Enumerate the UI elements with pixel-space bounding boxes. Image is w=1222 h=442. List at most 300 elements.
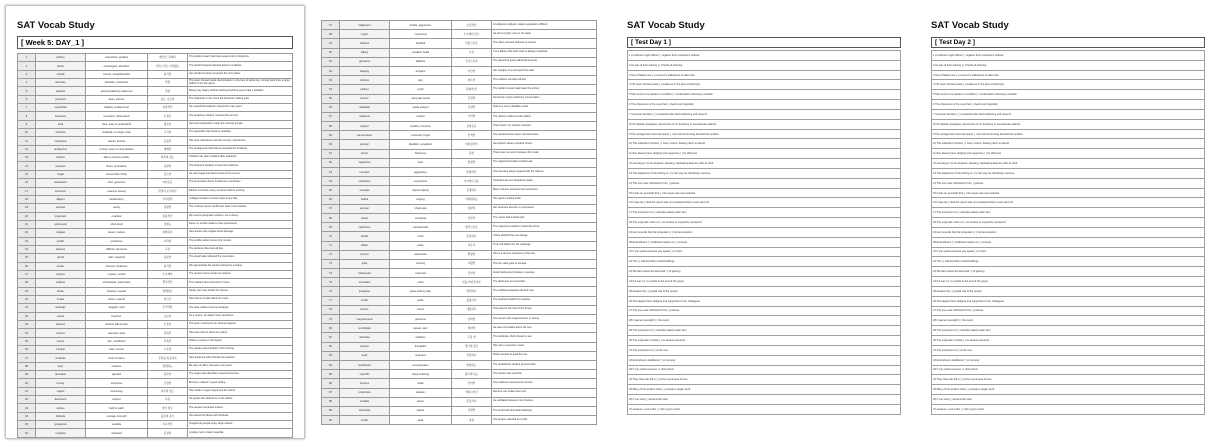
korean-meaning: 피상적인 — [148, 104, 188, 112]
row-number: 1 — [18, 54, 36, 62]
vocab-word: ubiquitous — [340, 177, 390, 186]
vocab-word: obstinate — [340, 333, 390, 342]
vocab-word: wistful — [340, 195, 390, 204]
korean-meaning: 기발한 — [452, 406, 492, 415]
table-row — [18, 279, 293, 287]
vocab-word: lucid — [36, 120, 86, 128]
test-question-row — [628, 139, 901, 149]
test-question-row — [628, 286, 901, 296]
table-row — [322, 94, 597, 103]
table-row — [322, 223, 597, 232]
vocab-word: brevity — [36, 379, 86, 387]
test-question-row — [932, 277, 1205, 287]
definition: generous — [390, 315, 452, 324]
vocab-word: quell — [340, 351, 390, 360]
row-number: 29 — [18, 287, 36, 295]
row-number: 27 — [18, 270, 36, 278]
table-row — [18, 179, 293, 187]
example-sentence: They lived in an opulent mansion. — [492, 122, 597, 131]
korean-meaning: 웅변의 — [148, 162, 188, 170]
row-number: 66 — [322, 195, 340, 204]
document-title: SAT Vocab Study — [627, 20, 705, 31]
table-row — [322, 48, 597, 57]
table-row — [322, 122, 597, 131]
definition: casual, calm — [390, 324, 452, 333]
vocab-word: abundant — [36, 371, 86, 379]
row-number: 87 — [322, 388, 340, 397]
test-question: 23 We will receive the Illuminati ( ) of gaming — [932, 267, 1205, 277]
row-number: 36 — [18, 346, 36, 354]
table-row — [18, 262, 293, 270]
table-row — [18, 354, 293, 362]
korean-meaning: 차분한 — [148, 254, 188, 262]
table-row — [18, 212, 293, 220]
row-number: 20 — [18, 212, 36, 220]
test-question: 11 She always been obliging and supportive ( ) its offensive — [932, 149, 1205, 159]
table-row — [322, 379, 597, 388]
table-row — [18, 287, 293, 295]
example-sentence: Fame on social media is often ephemeral. — [188, 220, 293, 228]
vocab-word: frugal — [36, 170, 86, 178]
row-number: 41 — [18, 387, 36, 395]
vocab-word: scrutinize — [36, 187, 86, 195]
vocab-word: innate — [36, 295, 86, 303]
test-question-row — [628, 365, 901, 375]
definition: fluent, persuasive — [86, 162, 148, 170]
example-sentence: The movie had a banal plot. — [492, 213, 597, 222]
test-question-row — [932, 227, 1205, 237]
test-question: 3 Use of fabian use ( ) a person's willingness to take risks — [932, 70, 1205, 80]
test-question-row — [628, 100, 901, 110]
korean-meaning: 장황한 — [148, 204, 188, 212]
korean-meaning: 경계하는 — [148, 362, 188, 370]
definition: calm, serene — [86, 346, 148, 354]
table-row — [18, 321, 293, 329]
row-number: 76 — [322, 287, 340, 296]
korean-meaning: 공정한 — [148, 429, 188, 437]
korean-meaning: 존중 — [148, 396, 188, 404]
row-number: 22 — [18, 229, 36, 237]
test-question-row — [932, 178, 1205, 188]
example-sentence: The eloquent speaker moved the audience. — [188, 162, 293, 170]
test-question: 26 She always been obliging and supportive to her colleagues — [932, 296, 1205, 306]
row-number: 26 — [18, 262, 36, 270]
korean-meaning: 변덕스러운 — [452, 223, 492, 232]
korean-meaning: 지우다 — [452, 241, 492, 250]
korean-meaning: 수수께끼 같은 — [452, 30, 492, 39]
row-number: 82 — [322, 342, 340, 351]
vocab-word: hackneyed — [340, 269, 390, 278]
test-question: 2 As part of their training ( ) inherits of learning — [932, 60, 1205, 70]
test-question: 22 The ( ) cultural shift in local buildings — [628, 257, 901, 267]
row-number: 17 — [18, 187, 36, 195]
vocab-word: capricious — [340, 223, 390, 232]
definition: erase — [390, 241, 452, 250]
row-number: 31 — [18, 304, 36, 312]
vocab-word: zenith — [340, 416, 390, 425]
row-number: 19 — [18, 204, 36, 212]
test-question: 6 The characters in the novel felt ( ) depth and originality — [932, 100, 1205, 110]
korean-meaning: 인습 타파주의자 — [452, 278, 492, 287]
definition: waver — [390, 397, 452, 406]
korean-meaning: 생각에 잠긴 — [452, 342, 492, 351]
definition: arrogant — [390, 66, 452, 75]
row-number: 57 — [322, 112, 340, 121]
table-row — [322, 388, 597, 397]
example-sentence: She kept meticulous records of every experiment. — [188, 137, 293, 145]
table-row — [322, 259, 597, 268]
example-sentence: The claim seemed dubious to experts. — [492, 39, 597, 48]
definition: mistaken belief — [390, 48, 452, 57]
korean-meaning: 부족한 — [148, 337, 188, 345]
example-sentence: She gave a wistful smile. — [492, 195, 597, 204]
test-question: 29 The proportion of ( ) carefully selects each item — [932, 326, 1205, 336]
korean-meaning: 사치스러운, 아낌없는 — [148, 62, 188, 70]
vocab-word: nefarious — [340, 112, 390, 121]
test-question: 5 She tends to be passive in conflicts ( ) confrontation whenever possible — [628, 90, 901, 100]
definition: wicked — [390, 112, 452, 121]
row-number: 15 — [18, 170, 36, 178]
test-question-row — [932, 208, 1205, 218]
test-question-row — [628, 257, 901, 267]
example-sentence: He left a cryptic note on the desk. — [492, 30, 597, 39]
table-row — [322, 112, 597, 121]
table-row — [18, 154, 293, 162]
definition: mystery, puzzle — [86, 270, 148, 278]
korean-meaning: 깊은, 심오한 — [148, 95, 188, 103]
definition: aggressive — [390, 168, 452, 177]
korean-meaning: 역설 — [148, 87, 188, 95]
korean-meaning: 애매한 — [148, 145, 188, 153]
vocab-word: vindicate — [36, 354, 86, 362]
row-number: 32 — [18, 312, 36, 320]
definition: lessen, reduce — [86, 229, 148, 237]
table-row — [18, 421, 293, 429]
vocab-word: efface — [340, 241, 390, 250]
row-number: 55 — [322, 94, 340, 103]
table-row — [18, 104, 293, 112]
definition: talkative — [390, 57, 452, 66]
korean-meaning: 자비로운 — [148, 179, 188, 187]
row-number: 47 — [322, 21, 340, 30]
row-number: 39 — [18, 371, 36, 379]
korean-meaning: 덧없는 — [148, 220, 188, 228]
example-sentence: Her business acumen is impressive. — [492, 204, 597, 213]
vocab-word: reticent — [36, 329, 86, 337]
test-question-row — [932, 218, 1205, 228]
definition: mysterious — [390, 30, 452, 39]
korean-meaning: 비현실적인 — [452, 140, 492, 149]
example-sentence: His laconic reply ended the conversation. — [492, 94, 597, 103]
definition: untouched, spotless — [86, 54, 148, 62]
definition: reserved, quiet — [86, 329, 148, 337]
example-sentence: He vacillated between two choices. — [492, 397, 597, 406]
document-title: SAT Vocab Study — [931, 20, 1009, 31]
test-question: 32 Embodiment traditional ( ) of concept — [628, 355, 901, 365]
korean-meaning: 풍부한 — [148, 371, 188, 379]
test-question-row — [932, 375, 1205, 385]
test-question: 12 Her lawyer, for its eloquent, pleasing, captivating listeners with its vivid — [932, 159, 1205, 169]
row-number: 18 — [18, 195, 36, 203]
test-question: 27 The prey was criticized for his ( ) policies — [932, 306, 1205, 316]
definition: playful — [390, 406, 452, 415]
table-row — [322, 30, 597, 39]
vocab-word: tenacious — [36, 112, 86, 120]
example-sentence: There was no rancor between the rivals. — [492, 149, 597, 158]
test-question-row — [932, 286, 1205, 296]
korean-meaning: 솔직함 — [148, 262, 188, 270]
table-row — [322, 406, 597, 415]
example-sentence: The book had whimsical drawings. — [492, 406, 597, 415]
korean-meaning: 고집 센 — [452, 333, 492, 342]
row-number: 80 — [322, 324, 340, 333]
row-number: 52 — [322, 66, 340, 75]
vocab-word: verbose — [36, 204, 86, 212]
vocab-word: malleable — [340, 103, 390, 112]
row-number: 5 — [18, 87, 36, 95]
example-sentence: The truculent player argued with the referee. — [492, 168, 597, 177]
test-question-row — [628, 51, 901, 61]
table-row — [18, 379, 293, 387]
korean-meaning: 태연한 — [452, 324, 492, 333]
example-sentence: They lament the loss of the forest. — [492, 305, 597, 314]
table-row — [18, 270, 293, 278]
table-row — [322, 232, 597, 241]
vocab-word: lavish — [36, 62, 86, 70]
row-number: 86 — [322, 379, 340, 388]
korean-meaning: 약화시키다 — [452, 388, 492, 397]
definition: weaken — [390, 388, 452, 397]
test-question-row — [628, 316, 901, 326]
test-question-row — [628, 80, 901, 90]
vocab-word: tranquil — [36, 346, 86, 354]
table-row — [18, 187, 293, 195]
definition: courage, strength — [86, 412, 148, 420]
definition: rebel — [390, 278, 452, 287]
korean-meaning: 교활함 — [452, 259, 492, 268]
definition: examine closely — [86, 187, 148, 195]
test-question-row — [628, 345, 901, 355]
table-row — [322, 186, 597, 195]
korean-meaning: 실용적인 — [148, 212, 188, 220]
test-question: 25 Despite the ( ) pivotal role of the project — [932, 286, 1205, 296]
vocab-table-page2 — [321, 20, 597, 425]
test-question-row — [932, 129, 1205, 139]
table-row — [18, 237, 293, 245]
example-sentence: The obstinate child refused to eat. — [492, 333, 597, 342]
definition: self-contradictory statement — [86, 87, 148, 95]
test-question-row — [628, 168, 901, 178]
example-sentence: Her candid remarks surprised the committee. — [188, 70, 293, 78]
test-question-row — [932, 60, 1205, 70]
test-question-row — [628, 277, 901, 287]
table-row — [322, 204, 597, 213]
korean-meaning: 모호한 — [148, 321, 188, 329]
vocab-word: zealous — [36, 279, 86, 287]
vocab-word: magnanimous — [340, 315, 390, 324]
row-number: 58 — [322, 122, 340, 131]
row-number: 6 — [18, 95, 36, 103]
definition: uncooperative — [390, 360, 452, 369]
row-number: 45 — [18, 421, 36, 429]
row-number: 85 — [322, 370, 340, 379]
table-row — [18, 62, 293, 70]
row-number: 14 — [18, 162, 36, 170]
vocab-word: scarce — [36, 337, 86, 345]
definition: cautious — [86, 362, 148, 370]
example-sentence: The evidence was tenuous at best. — [492, 379, 597, 388]
table-row — [18, 195, 293, 203]
definition: outdated, no longer used — [86, 129, 148, 137]
example-sentence: Her haughty tone annoyed the staff. — [492, 66, 597, 75]
test-question-row — [628, 355, 901, 365]
korean-meaning: 졸리게 하는 — [452, 370, 492, 379]
row-number: 75 — [322, 278, 340, 287]
korean-meaning: 솔직한 — [148, 70, 188, 78]
vocab-word: iconoclast — [340, 278, 390, 287]
test-question-row — [932, 306, 1205, 316]
row-number: 46 — [18, 429, 36, 437]
korean-meaning: 꼼꼼한 — [148, 137, 188, 145]
table-row — [322, 370, 597, 379]
table-row — [18, 170, 293, 178]
korean-meaning: 열렬한 — [452, 250, 492, 259]
vocab-word: adversity — [36, 79, 86, 87]
row-number: 16 — [18, 179, 36, 187]
test-question: 21 If you scold someone you speak ( ) to them — [932, 247, 1205, 257]
test-question: 16 It was as ( ) that the report was not reviewed before it was sent out — [932, 198, 1205, 208]
vocab-word: enigma — [36, 270, 86, 278]
korean-meaning: 고된 — [148, 245, 188, 253]
test-question-row — [628, 60, 901, 70]
vocab-word: paradox — [36, 87, 86, 95]
vocab-word: resilient — [36, 154, 86, 162]
vocab-word: pristine — [36, 54, 86, 62]
example-sentence: The tenacious climber reached the summit. — [188, 112, 293, 120]
test-question: 24 If it was a ( ) in words to the end of the group — [932, 277, 1205, 287]
korean-meaning: 거만한 — [452, 66, 492, 75]
definition: ignite — [390, 296, 452, 305]
definition: short-lived — [86, 220, 148, 228]
vocab-word: cogent — [36, 387, 86, 395]
definition: obstruct, impede — [86, 287, 148, 295]
vocab-word: prolific — [36, 237, 86, 245]
table-row — [18, 120, 293, 128]
test-question-row — [932, 336, 1205, 346]
test-question: 28 It was an oversight ( ) the report — [932, 316, 1205, 326]
definition: respect deeply — [390, 186, 452, 195]
row-number: 12 — [18, 145, 36, 153]
row-number: 13 — [18, 154, 36, 162]
test-question-row — [932, 188, 1205, 198]
definition: stubborn — [390, 333, 452, 342]
table-row — [322, 168, 597, 177]
korean-meaning: 진부한 — [452, 213, 492, 222]
vocab-word: profound — [36, 95, 86, 103]
test-heading: [ Test Day 2 ] — [931, 37, 1205, 48]
vocab-word: parsimonious — [340, 131, 390, 140]
row-number: 40 — [18, 379, 36, 387]
test-question: 7 Cosmetic dentistry ( ) procedures like teeth whitening and veneers — [628, 109, 901, 119]
table-row — [18, 137, 293, 145]
table-row — [322, 131, 597, 140]
table-row — [18, 295, 293, 303]
test-question: 18 The enigmatic voice of ( ) an elusive or mysterious presence — [932, 218, 1205, 228]
example-sentence: She was reticent about her plans. — [188, 329, 293, 337]
test-question-row — [628, 394, 901, 404]
test-question-row — [932, 90, 1205, 100]
row-number: 35 — [18, 337, 36, 345]
example-sentence: She faced the illness with fortitude. — [188, 412, 293, 420]
test-question-row — [932, 257, 1205, 267]
table-row — [322, 158, 597, 167]
row-number: 90 — [322, 416, 340, 425]
definition: overused — [390, 269, 452, 278]
vocab-word: impartial — [36, 429, 86, 437]
example-sentence: The capricious weather ruined the picnic. — [492, 223, 597, 232]
row-number: 28 — [18, 279, 36, 287]
row-number: 11 — [18, 137, 36, 145]
example-sentence: It is a fallacy that hard work is always rewarded. — [492, 48, 597, 57]
row-number: 74 — [322, 269, 340, 278]
table-row — [322, 296, 597, 305]
vocab-word: rancor — [340, 149, 390, 158]
test-question: 30 The enigmatic novelist ( ) an elusive presence — [932, 336, 1205, 346]
korean-meaning: 애통하다 — [452, 305, 492, 314]
example-sentence: Brevity is valued in good writing. — [188, 379, 293, 387]
row-number: 70 — [322, 232, 340, 241]
korean-meaning: 무죄를 입증하다 — [148, 354, 188, 362]
korean-meaning: 불굴의 용기 — [148, 412, 188, 420]
definition: deep, intense — [86, 95, 148, 103]
test-question-row — [628, 188, 901, 198]
vocab-word: lament — [340, 305, 390, 314]
example-sentence: Being truly happy without wanting anything seems like a paradox. — [188, 87, 293, 95]
example-sentence: He spoke with deference to his elders. — [188, 396, 293, 404]
row-number: 8 — [18, 112, 36, 120]
test-question: 20 Embodiment ( ) traditional notions of ( ) concept — [932, 237, 1205, 247]
vocab-word: candor — [36, 262, 86, 270]
definition: hostile, aggressive — [390, 21, 452, 30]
korean-meaning: 구식의 — [148, 129, 188, 137]
definition: using few words — [390, 94, 452, 103]
vocab-word: soporific — [340, 370, 390, 379]
test-question: 9 The protagonist's stoic demeanor ( ) the turmoil brewing beneath the surface — [628, 129, 901, 139]
korean-meaning: 통찰력 — [452, 204, 492, 213]
example-sentence: She made a cogent argument for reform. — [188, 387, 293, 395]
table-row — [322, 195, 597, 204]
vocab-word: deride — [340, 232, 390, 241]
table-row — [18, 112, 293, 120]
test-question-row — [628, 404, 901, 414]
test-question: 34 They were the fall in ( ) at the movement of tone — [628, 375, 901, 385]
test-question-row — [628, 375, 901, 385]
example-sentence: A belligerent attitude makes negotiation difficult. — [492, 21, 597, 30]
test-question: 19 He contends that his proposal is ( ) the best solution — [932, 227, 1205, 237]
row-number: 48 — [322, 30, 340, 39]
definition: inborn, natural — [86, 295, 148, 303]
test-question: 22 The ( ) cultural shift in local buildings — [932, 257, 1205, 267]
korean-meaning: 고요한 — [148, 346, 188, 354]
test-table-day1 — [627, 50, 901, 415]
definition: hardworking — [86, 195, 148, 203]
vocab-word: novice — [36, 312, 86, 320]
korean-meaning: 진압하다 — [452, 351, 492, 360]
example-sentence: New levees will mitigate flood damage. — [188, 229, 293, 237]
example-sentence: Police worked to quell the riot. — [492, 351, 597, 360]
example-sentence: Heavy rain may hinder the rescue. — [188, 287, 293, 295]
example-sentence: The indolent cat slept all day. — [492, 76, 597, 85]
